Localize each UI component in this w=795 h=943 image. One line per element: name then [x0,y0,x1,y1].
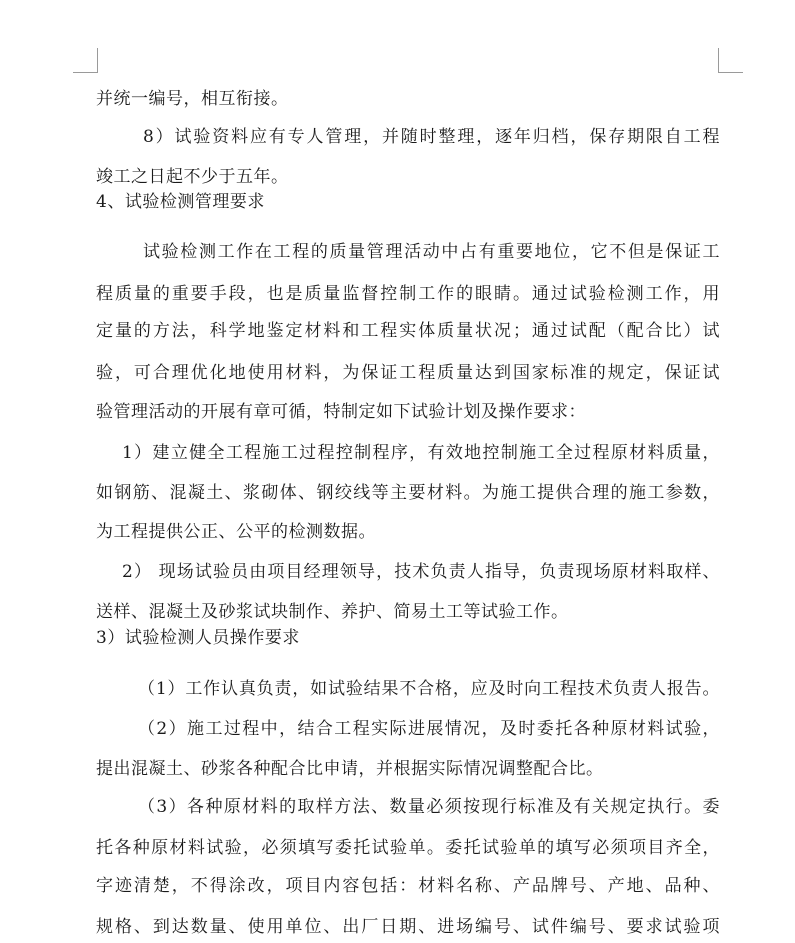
body-line: 验管理活动的开展有章可循，特制定如下试验计划及操作要求： [96,402,586,422]
body-line: 验，可合理优化地使用材料，为保证工程质量达到国家标准的规定，保证试 [96,363,720,383]
body-line: 程质量的重要手段，也是质量监督控制工作的眼睛。通过试验检测工作，用 [96,284,720,304]
margin-crop-mark-top-left [73,48,98,73]
subsection-heading-3: 3）试验检测人员操作要求 [96,628,300,648]
margin-crop-mark-top-right [718,48,743,73]
list-item-1: 1）建立健全工程施工过程控制程序，有效地控制施工全过程原材料质量， [122,443,720,463]
list-item-8: 8）试验资料应有专人管理，并随时整理，逐年归档，保存期限自工程 [143,127,720,147]
body-line: 为工程提供公正、公平的检测数据。 [96,522,376,542]
body-line: 并统一编号，相互衔接。 [96,89,289,109]
body-line: 规格、到达数量、使用单位、出厂日期、进场编号、试件编号、要求试验项 [96,917,720,937]
body-line: 如钢筋、混凝土、浆砌体、钢绞线等主要材料。为施工提供合理的施工参数， [96,483,720,503]
list-item-paren-1: （1）工作认真负责，如试验结果不合格，应及时向工程技术负责人报告。 [138,679,720,699]
list-item-2: 2） 现场试验员由项目经理领导，技术负责人指导，负责现场原材料取样、 [122,562,720,582]
body-line: 提出混凝土、砂浆各种配合比申请，并根据实际情况调整配合比。 [96,759,604,779]
body-line: 字迹清楚，不得涂改，项目内容包括：材料名称、产品牌号、产地、品种、 [96,876,720,896]
body-line: 送样、混凝土及砂浆试块制作、养护、简易土工等试验工作。 [96,602,569,622]
paragraph-first-line: 试验检测工作在工程的质量管理活动中占有重要地位，它不但是保证工 [143,242,720,262]
body-line: 托各种原材料试验，必须填写委托试验单。委托试验单的填写必须项目齐全， [96,838,720,858]
list-item-paren-2: （2）施工过程中，结合工程实际进展情况，及时委托各种原材料试验， [138,719,720,739]
section-heading-4: 4、试验检测管理要求 [96,192,265,212]
body-line: 竣工之日起不少于五年。 [96,167,289,187]
body-line: 定量的方法，科学地鉴定材料和工程实体质量状况；通过试配（配合比）试 [96,321,720,341]
list-item-paren-3: （3）各种原材料的取样方法、数量必须按现行标准及有关规定执行。委 [138,797,720,817]
